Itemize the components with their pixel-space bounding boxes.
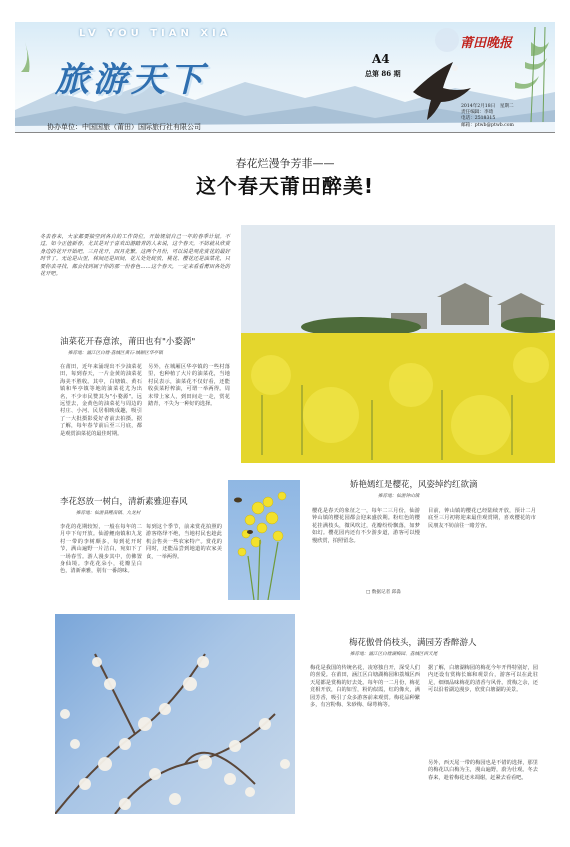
- photo-credit: □ 数据记者 邱淼: [366, 590, 401, 595]
- section-byline: 推荐地：仙游县鲤南镇、九龙村: [76, 511, 141, 516]
- section-title-calligraphy: 旅游天下: [55, 60, 207, 100]
- sponsor-line: 协办单位：中国国旅（莆田）国际旅行社有限公司: [47, 123, 201, 131]
- divider: [15, 132, 555, 133]
- article-column: 在莆田，近年来涌现出不少油菜花田，每到春天，一片金黄的油菜花海美不胜收。其中，白塘镇、黄石镇和华亭镇等地的油菜花尤为出名，不少市民赞其为"小婺源"。远远望去，金黄色的油菜花与周边的村庄、小河、民居相映成趣，吸引了一大批摄影爱好者前去拍摄。据了解，每年春节前后至三月底，都是观赏油菜花的最佳时期。: [60, 364, 142, 437]
- section-title: 油菜花开春意浓，莆田也有"小婺源": [60, 337, 196, 347]
- section-byline: 推荐地：涵江区白塘·荔城区黄石·城厢区华亭镇: [68, 351, 163, 356]
- rapeseed-field-photo: [241, 225, 555, 463]
- meta-line: 电话：2518315: [461, 116, 496, 122]
- meta-line: 邮箱：ptwb@ptwb.com: [461, 122, 514, 128]
- plum-blossom-photo: [55, 614, 295, 814]
- page-headline: 这个春天莆田醉美!: [195, 174, 375, 198]
- intro-paragraph: 冬去春来，大家都要抽空到各自的工作岗位，开始规划自己一年的春季计划。不过，如今正值新春，尤其是对于喜欢出游踏青的人来说，这个春天，不妨就从欣赏身边的花开开始吧。三月花开，四月花繁。这两个月份，可以说是观花赏花的最好时节了。无论是山里，林间还是田间，花儿处处绽放，桃花、樱花还是油菜花，只要你去寻找，都会找到属于你的那一份春色……这个春天，一定来看看莆田各处的花开吧。: [40, 234, 230, 278]
- issue-meta: [461, 104, 545, 129]
- section-title: 梅花傲骨俏枝头，满园芳香醉游人: [349, 638, 477, 648]
- article-column: 目前，钟山镇的樱花已经陆续开放，预计二月底至三月初将迎来最佳观赏期，喜欢樱花的市民朋友不妨前往一睹芳容。: [428, 508, 536, 529]
- article-column: 另外，在城厢区华亭镇的一些村落里，也种植了大片的油菜花，当地村民表示，油菜花不仅好看，还能收获菜籽榨油，可谓一举两得。周末带上家人，到田间走一走，赏花踏青，不失为一种好的选择。: [148, 364, 230, 408]
- page-number: A4: [372, 52, 390, 66]
- section-title: 娇艳嫣红是樱花，风姿绰约红欲滴: [350, 480, 478, 490]
- issue-number: 总第 86 期: [365, 69, 401, 78]
- canola-flower-photo: [228, 480, 300, 600]
- article-column: 每到这个季节，前来赏花拍照的游客络绎不绝，当地村民也趁此机会售卖一些农家特产。赏花的同时，还能品尝到地道的农家美食，一举两得。: [146, 524, 222, 560]
- headline-kicker: 春花烂漫争芳菲——: [235, 157, 335, 170]
- section-title: 李花怒放一树白，清新素雅迎春风: [60, 497, 188, 507]
- section-byline: 推荐地：仙游钟山镇: [378, 494, 420, 499]
- article-column: 樱花是春天的象征之一，每年二三月份，仙游钟山镇的樱花园都会迎来盛放期。粉红色的樱花挂满枝头，微风吹过，花瓣纷纷飘落，如梦如幻。樱花园内还有不少游步道，游客可以慢慢欣赏，拍照留念。: [312, 508, 420, 544]
- section-byline: 推荐地：涵江区白塘湖梅园、荔城区西天尾: [350, 652, 438, 657]
- newspaper-logo: 莆田晚报: [460, 36, 513, 51]
- article-column: 李花的花期较短，一般在每年的二月中下旬开放。仙游鲤南镇和九龙村一带的李树颇多，每到花开时节，满山遍野一片洁白，宛如下了一场春雪。游人漫步其中，仿佛置身仙境。李花花朵小，花瓣呈白色，清新素雅，别有一番韵味。: [60, 524, 142, 575]
- article-column: 另外，西天尾一带的梅园也是不错的选择，那里的梅花以白梅为主，漫山遍野，蔚为壮观。冬去春来，趁着梅花还未凋谢，赶紧去看看吧。: [428, 760, 538, 781]
- article-column: 据了解，白塘湖梅园的梅花今年开得特别好，园内还设有赏梅长廊和观景台，游客可以在此驻足，细细品味梅花的清香与风骨。赏梅之余，还可以沿着湖边漫步，欣赏白塘湖的美景。: [428, 665, 538, 694]
- meta-line: 责任编辑：李琦: [461, 110, 494, 116]
- section-pinyin: LV YOU TIAN XIA: [79, 28, 232, 39]
- article-column: 梅花是我国的传统名花，凌寒独自开，深受人们的喜爱。在莆田，涵江区白塘湖梅园和荔城区西天尾都是赏梅的好去处。每年的一二月份，梅花竞相开放，白的如雪，粉的似霞，红的像火，满园芳香，吸引了众多游客前来观赏。梅花品种繁多，有宫粉梅、朱砂梅、绿萼梅等。: [310, 665, 420, 709]
- meta-line: 2014年2月18日 星期二: [461, 104, 514, 109]
- masthead-banner: [15, 22, 555, 132]
